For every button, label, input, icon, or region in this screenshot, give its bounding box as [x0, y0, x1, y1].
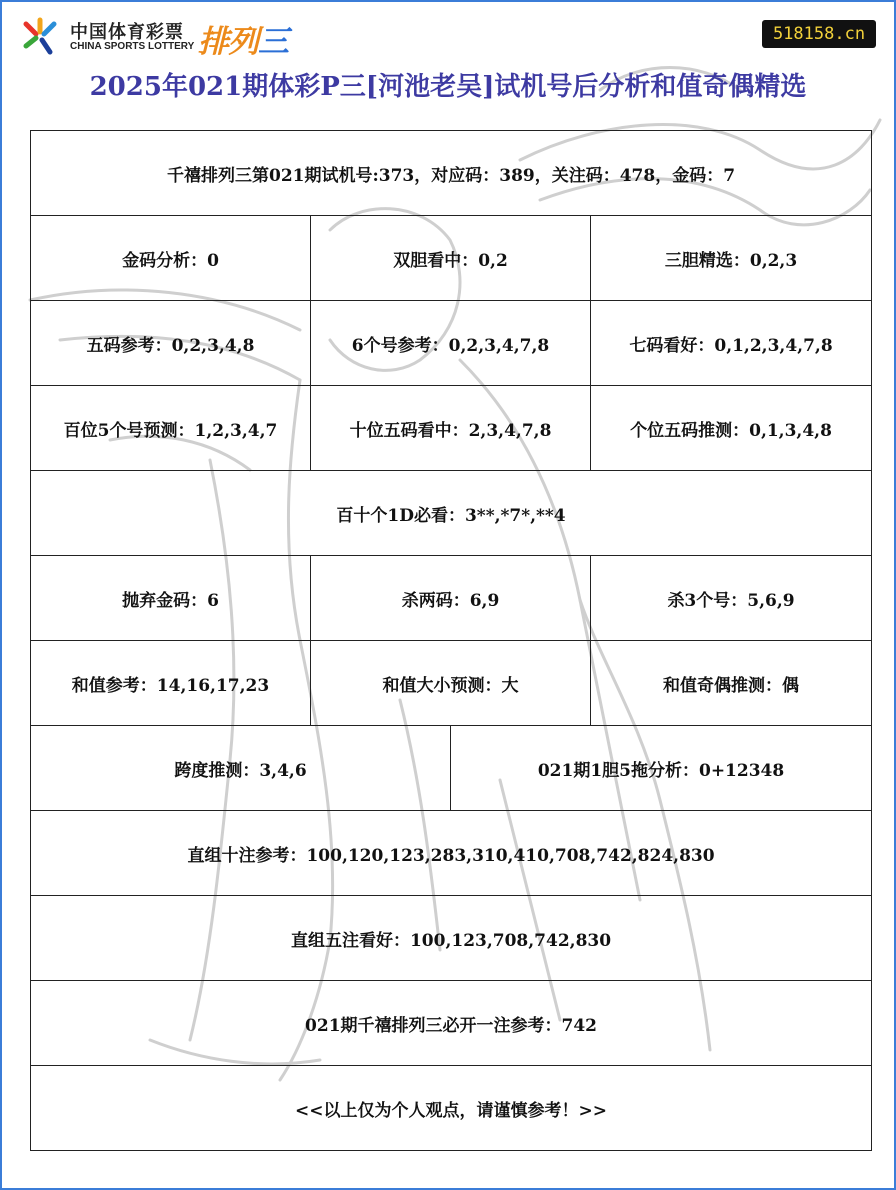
table-cell: 和值参考：14,16,17,23 [31, 641, 311, 726]
table-cell: 和值大小预测：大 [311, 641, 591, 726]
table-row [31, 471, 872, 556]
table-cell: 百十个1D必看：3**,*7*,**4 [31, 471, 872, 556]
test-number-cell: 千禧排列三第021期试机号:373，对应码：389，关注码：478，金码：7 [31, 131, 872, 216]
logo-game-name-part-a: 排列 [198, 24, 258, 60]
table-cell: 五码参考：0,2,3,4,8 [31, 301, 311, 386]
table-cell: 金码分析：0 [31, 216, 311, 301]
table-cell: 6个号参考：0,2,3,4,7,8 [311, 301, 591, 386]
table-cell: 直组五注看好：100,123,708,742,830 [31, 896, 872, 981]
china-sports-lottery-logo [20, 16, 320, 62]
table-row [31, 216, 872, 301]
page-title: 2025年021期体彩P三[河池老吴]试机号后分析和值奇偶精选 [89, 72, 807, 102]
table-cell: 十位五码看中：2,3,4,7,8 [311, 386, 591, 471]
logo-english-text: CHINA SPORTS LOTTERY [70, 41, 195, 52]
table-cell: 杀3个号：5,6,9 [591, 556, 872, 641]
table-cell: 个位五码推测：0,1,3,4,8 [591, 386, 872, 471]
logo-chinese-text: 中国体育彩票 [70, 22, 184, 42]
table-cell: 021期1胆5拖分析：0+12348 [451, 726, 872, 811]
table-cell: 三胆精选：0,2,3 [591, 216, 872, 301]
logo-game-name-part-b: 三 [258, 24, 288, 60]
table-row [31, 641, 872, 726]
lottery-star-icon [20, 16, 64, 58]
table-row [31, 131, 872, 216]
table-row [31, 386, 872, 471]
table-cell: 抛弃金码：6 [31, 556, 311, 641]
logo-game-name [198, 16, 288, 61]
page-header [0, 0, 896, 130]
table-row [31, 811, 872, 896]
table-cell: 021期千禧排列三必开一注参考：742 [31, 981, 872, 1066]
table-cell: 直组十注参考：100,120,123,283,310,410,708,742,824,830 [31, 811, 872, 896]
table-row [31, 726, 872, 811]
site-badge[interactable]: 518158.cn [762, 20, 876, 48]
table-row [31, 981, 872, 1066]
table-cell: 跨度推测：3,4,6 [31, 726, 451, 811]
table-row [31, 896, 872, 981]
table-cell: 杀两码：6,9 [311, 556, 591, 641]
table-row [31, 556, 872, 641]
table-cell: 双胆看中：0,2 [311, 216, 591, 301]
prediction-table [30, 130, 872, 1151]
table-cell: 七码看好：0,1,2,3,4,7,8 [591, 301, 872, 386]
table-row [31, 1066, 872, 1151]
disclaimer-cell: <<以上仅为个人观点，请谨慎参考！>> [31, 1066, 872, 1151]
table-row [31, 301, 872, 386]
table-cell: 百位5个号预测：1,2,3,4,7 [31, 386, 311, 471]
table-cell: 和值奇偶推测：偶 [591, 641, 872, 726]
